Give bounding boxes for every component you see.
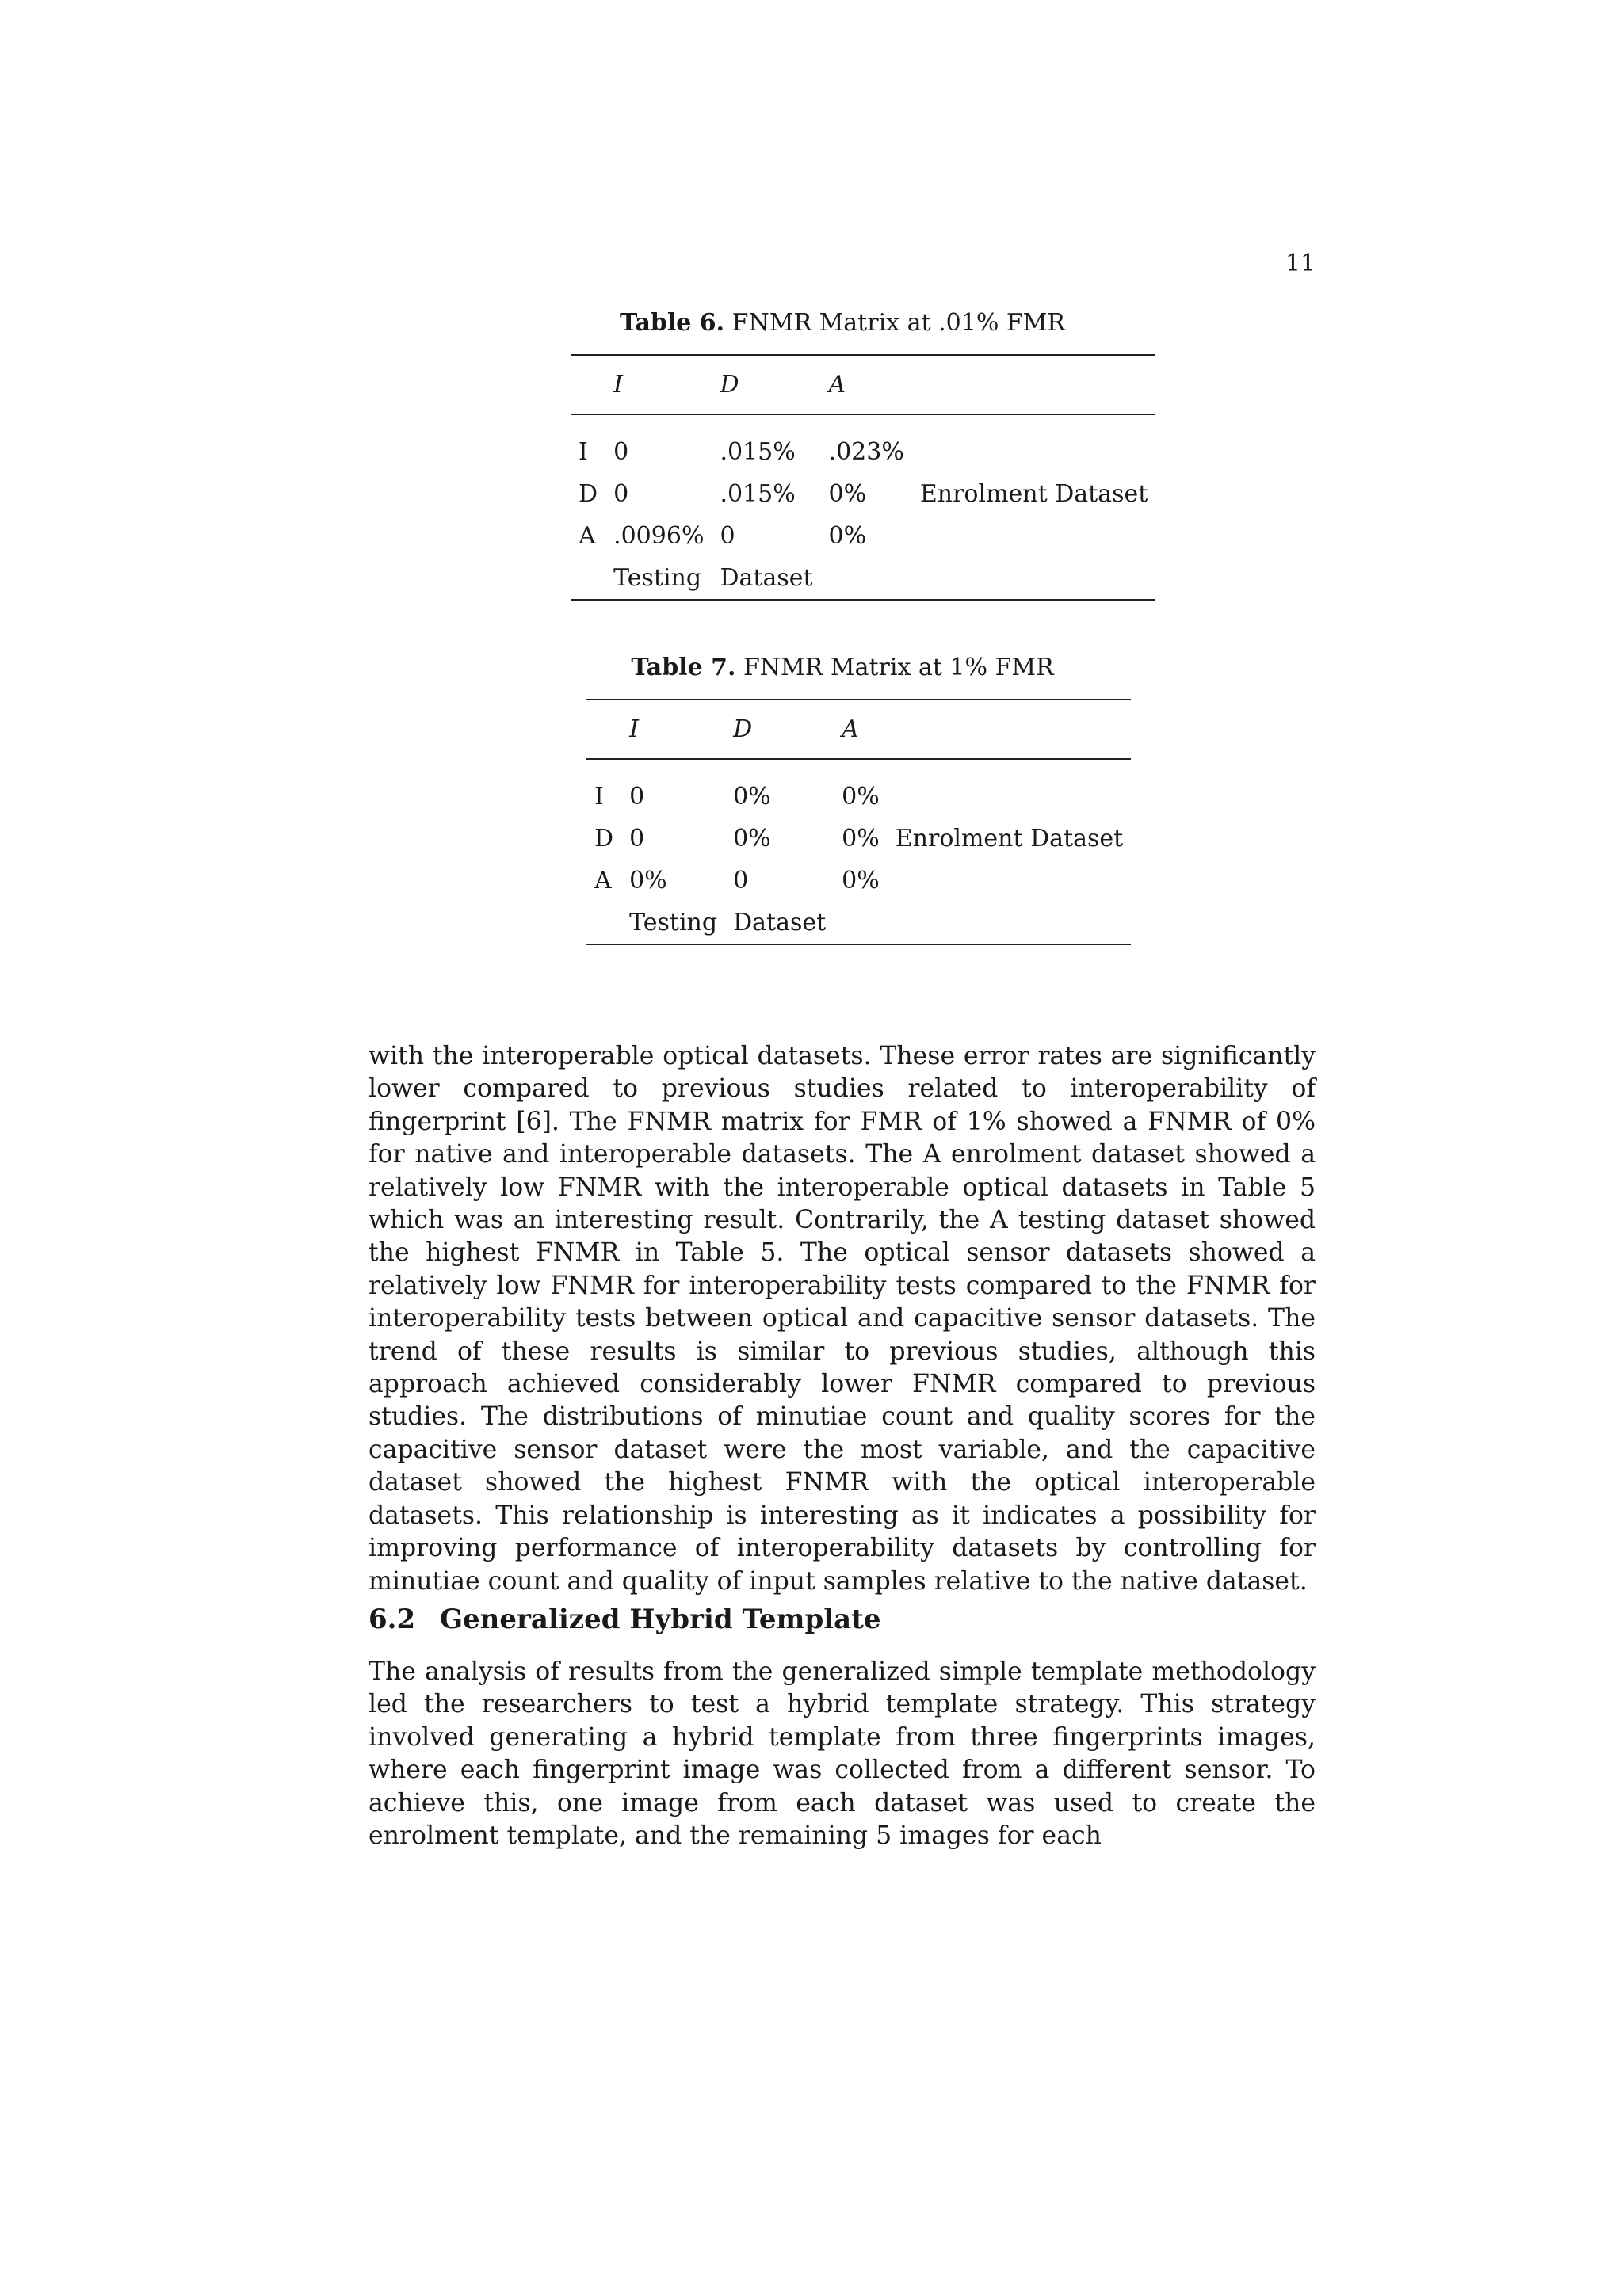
table-6: [571, 309, 1148, 601]
table-6-title: FNMR Matrix at .01% FMR: [731, 309, 1065, 337]
table-header-cell: D: [725, 700, 834, 759]
table-cell: 0: [629, 825, 645, 852]
table-row: [586, 759, 1131, 818]
table-cell: 0: [720, 522, 735, 550]
table-cell: [834, 902, 888, 944]
table-cell: Testing: [629, 909, 718, 936]
table-cell: 0: [629, 783, 645, 810]
table-header-cell: D: [712, 355, 820, 414]
table-7-caption: [586, 654, 1098, 681]
table-6-label: Table 6.: [620, 309, 725, 337]
table-cell: [571, 557, 605, 600]
table-header-cell: A: [834, 700, 888, 759]
table-cell: [912, 557, 1155, 600]
table-cell: D: [594, 825, 614, 852]
table-row: [586, 902, 1131, 944]
table-cell: [586, 902, 621, 944]
table-cell: 0%: [842, 783, 880, 810]
table-header-row: [586, 700, 1131, 759]
table-cell: [912, 515, 1155, 557]
table-cell: 0%: [842, 825, 880, 852]
table-row: [571, 473, 1155, 515]
table-row: [571, 414, 1155, 473]
table-header-row: [571, 355, 1155, 414]
section-heading: [369, 1604, 881, 1635]
table-7-title: FNMR Matrix at 1% FMR: [743, 654, 1054, 681]
table-cell: [888, 860, 1131, 902]
table-cell: Enrolment Dataset: [919, 480, 1148, 508]
table-header-cell: I: [605, 355, 712, 414]
section-number: 6.2: [369, 1604, 416, 1635]
table-cell: 0%: [828, 480, 867, 508]
table-cell: 0%: [828, 522, 867, 550]
table-7: [586, 654, 1124, 945]
table-header-cell: I: [621, 700, 725, 759]
table-cell: 0: [613, 480, 629, 508]
table-row: [571, 515, 1155, 557]
table-cell: .023%: [828, 438, 904, 466]
table-cell: [888, 759, 1131, 818]
page-number: 11: [1285, 250, 1316, 277]
table-cell: A: [579, 522, 596, 550]
table-row: [586, 860, 1131, 902]
table-cell: Dataset: [733, 909, 827, 936]
table-cell: [888, 902, 1131, 944]
table-cell: .015%: [720, 438, 796, 466]
table-cell: [912, 414, 1155, 473]
table-6-caption: [571, 309, 1114, 337]
table-cell: 0: [613, 438, 629, 466]
table-cell: 0%: [733, 825, 771, 852]
table-cell: I: [594, 783, 604, 810]
table-cell: Dataset: [720, 564, 813, 592]
table-header-cell: A: [821, 355, 912, 414]
table-cell: 0%: [629, 867, 667, 894]
table-cell: 0: [733, 867, 749, 894]
section-title: Generalized Hybrid Template: [440, 1604, 881, 1635]
table-cell: .015%: [720, 480, 796, 508]
body-paragraph: The analysis of results from the generalized simple template methodology led the researchers to test a hybrid template strategy. This strategy involved generating a hybrid template from three fingerprints images, where each fingerprint image was collected from a different sensor. To achieve this, one image from each dataset was used to create the enrolment template, and the remaining 5 images for each: [369, 1657, 1316, 1851]
table-row: [586, 818, 1131, 860]
table-header-cell: [888, 700, 1131, 759]
table-7-matrix: [586, 699, 1131, 945]
table-header-cell: [586, 700, 621, 759]
table-header-cell: [571, 355, 605, 414]
table-header-cell: [912, 355, 1155, 414]
table-cell: 0%: [842, 867, 880, 894]
table-6-matrix: [571, 354, 1155, 601]
table-cell: Enrolment Dataset: [895, 825, 1124, 852]
table-row: [571, 557, 1155, 600]
table-cell: .0096%: [613, 522, 705, 550]
table-cell: 0%: [733, 783, 771, 810]
body-paragraph: with the interoperable optical datasets. These error rates are significantly lower compared to previous studies related to interoperability of fingerprint [6]. The FNMR matrix for FMR of 1% showed a FNMR of 0% for native and interoperable datasets. The A enrolment dataset showed a relatively low FNMR with the interoperable optical datasets in Table 5 which was an interesting result. Contrarily, the A testing dataset showed the highest FNMR in Table 5. The optical sensor datasets showed a relatively low FNMR for interoperability tests compared to the FNMR for interoperability tests between optical and capacitive sensor datasets. The trend of these results is similar to previous studies, although this approach achieved considerably lower FNMR compared to previous studies. The distributions of minutiae count and quality scores for the capacitive sensor dataset were the most variable, and the capacitive dataset showed the highest FNMR with the optical interoperable datasets. This relationship is interesting as it indicates a possibility for improving performance of interoperability datasets by controlling for minutiae count and quality of input samples relative to the native dataset.: [369, 1042, 1316, 1596]
table-7-label: Table 7.: [631, 654, 736, 681]
table-cell: Testing: [613, 564, 702, 592]
table-cell: D: [579, 480, 598, 508]
table-cell: [821, 557, 912, 600]
table-cell: I: [579, 438, 588, 466]
table-cell: A: [594, 867, 612, 894]
